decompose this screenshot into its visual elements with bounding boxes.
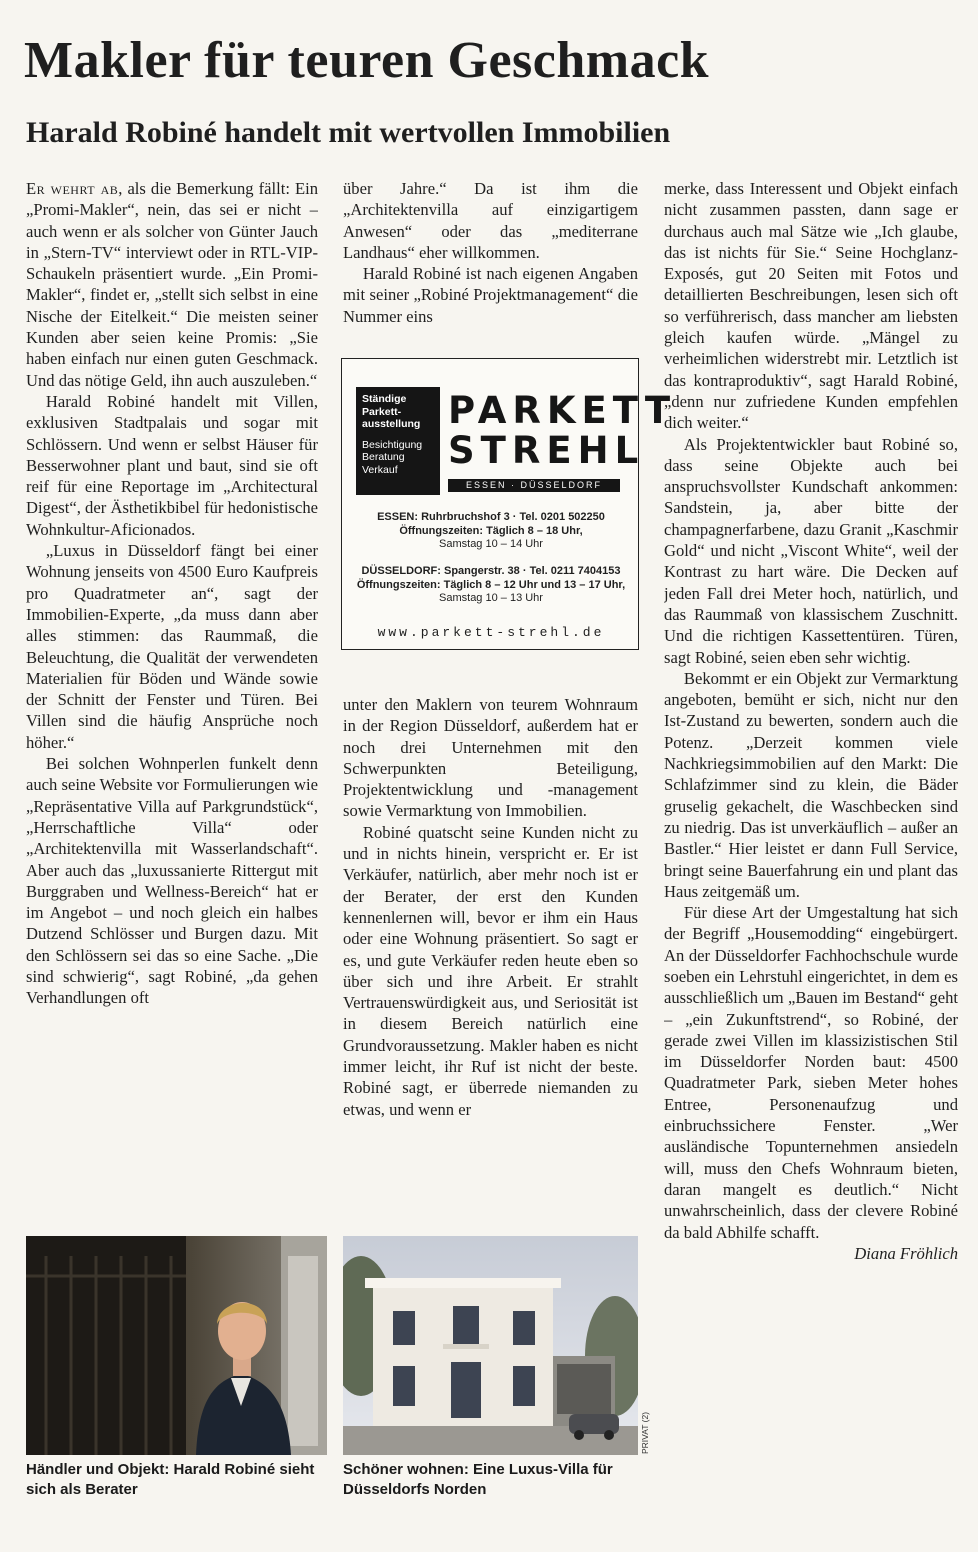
- lead-in: Er wehrt ab: [26, 179, 119, 198]
- article-column-2-bottom: [343, 694, 638, 1216]
- paragraph: Für diese Art der Umgestaltung hat sich der Begriff „Housemodding“ eingebürgert. An der Düsseldorfer Fachhochschule wurde soeben ein Lehrstuhl eingerichtet, in dem es ausschließlich um „Bauen im Bestand“ geht – „ein Zukunftstrend“, so Robiné, der gerade zwei Villen im klassizistischen Stil im Düsseldorfer Norden baut: 4500 Quadratmeter Park, sieben Meter hohes Entree, Personenaufzug und einbruchssichere Fenster. „Wer ausländische Topunternehmen ansiedeln will, muss den Chefs Wohnraum bieten, daran mangelt es deutlich.“ Nicht unwahrscheinlich, dass der clevere Robiné da bald Abhilfe schafft.: [664, 903, 958, 1242]
- article-column-3: [664, 178, 958, 1510]
- ad-black-box: [356, 387, 440, 495]
- paragraph: Bei solchen Wohnperlen funkelt denn auch seine Website vor Formulierungen wie „Repräsentative Villa auf Parkgrundstück“, „Herrschaftliche Villa“ oder „Architektenvilla mit Wasserlandschaft“. Aber auch das „luxussanierte Rittergut mit Burggraben und Wellness-Bereich“ hat er im Angebot – und noch gleich ein halbes Dutzend Schlösser und Burgen dazu. Mit den Schlössern sei das so eine Sache. „Die sind schwierig“, sagt Robiné, „da gehen Verhandlungen oft: [26, 754, 318, 1008]
- photo-portrait: [26, 1236, 327, 1455]
- article-column-1: [26, 178, 318, 1216]
- subheadline: Harald Robiné handelt mit wertvollen Immobilien: [26, 116, 671, 149]
- ad-website-link[interactable]: www.parkett-strehl.de: [377, 625, 605, 640]
- paragraph-text: , als die Bemerkung fällt: Ein „Promi-Makler“, nein, das sei er nicht – auch wenn er als solcher von Günter Jauch in „Stern-TV“ interviewt oder in RTL-VIP-Schaukeln präsentiert wurde. „Ein Promi-Makler“, findet er, „stellt sich selbst in eine Nische der Eitelkeit.“ Die meisten seiner Kunden aber seien keine Promis: „Sie haben einfach nur einen guten Geschmack. Und das nötige Geld, ihn auch auszuleben.“: [26, 179, 318, 390]
- ad-duesseldorf-saturday: Samstag 10 – 13 Uhr: [439, 592, 543, 604]
- author-signature: Diana Fröhlich: [854, 1243, 958, 1263]
- ad-brand-line-1: PARKETT: [448, 389, 677, 432]
- photo-caption-portrait: Händler und Objekt: Harald Robiné sieht sich als Berater: [26, 1461, 315, 1498]
- ad-showroom-text: Ständige Parkett-ausstellung: [362, 393, 421, 430]
- paragraph: Robiné quatscht seine Kunden nicht zu und in nichts hinein, verspricht er. Er ist Verkäufer, natürlich, aber mehr noch ist er der Berater, der erst den Kunden kennenlernen will, bevor er ihm ein Haus oder eine Wohnung präsentiert. So sagt er es, und gute Verkäufer reden heute eben so über sich und ihre Arbeit. Er strahlt Vertrauenswürdigkeit aus, und Seriosität ist in diesem Bereich natürlich eine Grundvoraussetzung. Makler haben es nicht immer leicht, ihr Ruf ist nicht der beste. Robiné sagt, er überrede niemanden zu etwas, und wenn er: [343, 822, 638, 1119]
- paragraph: unter den Maklern von teurem Wohnraum in der Region Düsseldorf, außerdem hat er noch drei Unternehmen mit den Schwerpunkten Beteiligung, Projektentwicklung und -management sowie Vermarktung von Immobilien.: [343, 695, 638, 821]
- ad-services-text: Besichtigung Beratung Verkauf: [362, 438, 423, 476]
- advertisement[interactable]: [341, 358, 677, 650]
- paragraph: merke, dass Interessent und Objekt einfach nicht zusammen passten, dann sage er durchaus auch mal Sätze wie „Ich glaube, das ist nichts für Sie.“ Seine Hochglanz-Exposés, gut 20 Seiten mit Fotos und detaillierten Beschreibungen, lesen sich oft so verführerisch, dass mancher am liebsten gleich kaufen würde. „Mängel zu verheimlichen widerstrebt mir. Letztlich ist das kontraproduktiv“, sagt Harald Robiné, „denn nur zufriedene Kunden empfehlen dich weiter.“: [664, 179, 958, 433]
- ad-duesseldorf-address: DÜSSELDORF: Spangerstr. 38 · Tel. 0211 7404153: [361, 565, 621, 577]
- photo-caption-villa: Schöner wohnen: Eine Luxus-Villa für Düsseldorfs Norden: [343, 1461, 613, 1498]
- paragraph: Harald Robiné handelt mit Villen, exklusiven Stadtpalais und sogar mit Schlössern. Und wenn er selbst Häuser für Besserwohner plant und baut, sind sie oft reif für eine Reportage im „Architectural Digest“, der Ästhetikbibel für hedonistische Wohnkultur-Aficionados.: [26, 391, 318, 539]
- ad-cities-bar: ESSEN · DÜSSELDORF: [448, 479, 620, 492]
- photo-villa: [343, 1236, 638, 1455]
- paragraph: Als Projektentwickler baut Robiné so, dass seine Objekte auch bei anspruchsvollster Kundschaft ankommen: Sandstein, ja, aber bitte der champagnerfarbene, dazu Granit „Kaschmir Gold“ und nicht „Viscont White“, weil der Kontrast zu hart wäre. Die Decken auf jeden Fall drei Meter hoch, natürlich, und das Raummaß von klassischem Zuschnitt. Und die richtigen Kassettentüren. Türen, sagt Robiné, seien eben sehr wichtig.: [664, 434, 958, 667]
- paragraph: Bekommt er ein Objekt zur Vermarktung angeboten, bemüht er sich, nicht nur den Ist-Zustand zu bewerten, sondern auch die Potenz. „Derzeit kommen viele Nachkriegsimmobilien auf den Markt: Die Schlafzimmer sind zu klein, die Bäder gruselig gekachelt, die Waschbecken sind zu niedrig. Das ist unverkäuflich – außer an Bastler.“ Hier leistet er dann Full Service, bringt seine Bauerfahrung ein und plant das Haus zeitgemäß um.: [664, 668, 958, 901]
- paragraph: über Jahre.“ Da ist ihm die „Architektenvilla auf einzigartigem Anwesen“ oder das „mediterrane Landhaus“ eher willkommen.: [343, 179, 638, 262]
- ad-essen-block: [356, 511, 626, 552]
- paragraph: Harald Robiné ist nach eigenen Angaben mit seiner „Robiné Projektmanagement“ die Nummer eins: [343, 264, 638, 326]
- paragraph: „Luxus in Düsseldorf fängt bei einer Wohnung jenseits von 4500 Euro Kaufpreis pro Quadratmeter an“, sagt der Immobilien-Experte, „da muss dann aber alles stimmen: das Raummaß, die Beleuchtung, die Qualität der verwendeten Materialien für Böden und Wände sowie der Schnitt der Fenster und Türen. Bei Villen sind die häufig Ansprüche noch höher.“: [26, 541, 318, 752]
- ad-duesseldorf-block: [356, 565, 626, 606]
- ad-essen-hours: Öffnungszeiten: Täglich 8 – 18 Uhr,: [399, 524, 583, 537]
- article-column-2-top: [343, 178, 638, 358]
- photo-credit: PRIVAT (2): [640, 1411, 650, 1454]
- ad-brand-line-2: STREHL: [448, 429, 645, 472]
- paragraph: [26, 178, 318, 391]
- ad-duesseldorf-hours: Öffnungszeiten: Täglich 8 – 12 Uhr und 13 – 17 Uhr,: [356, 578, 626, 591]
- ad-essen-address: ESSEN: Ruhrbruchshof 3 · Tel. 0201 502250: [377, 511, 605, 523]
- portrait-illustration: [26, 1236, 327, 1455]
- headline: Makler für teuren Geschmack: [24, 32, 710, 89]
- ad-essen-saturday: Samstag 10 – 14 Uhr: [439, 538, 543, 550]
- villa-illustration: [343, 1236, 638, 1455]
